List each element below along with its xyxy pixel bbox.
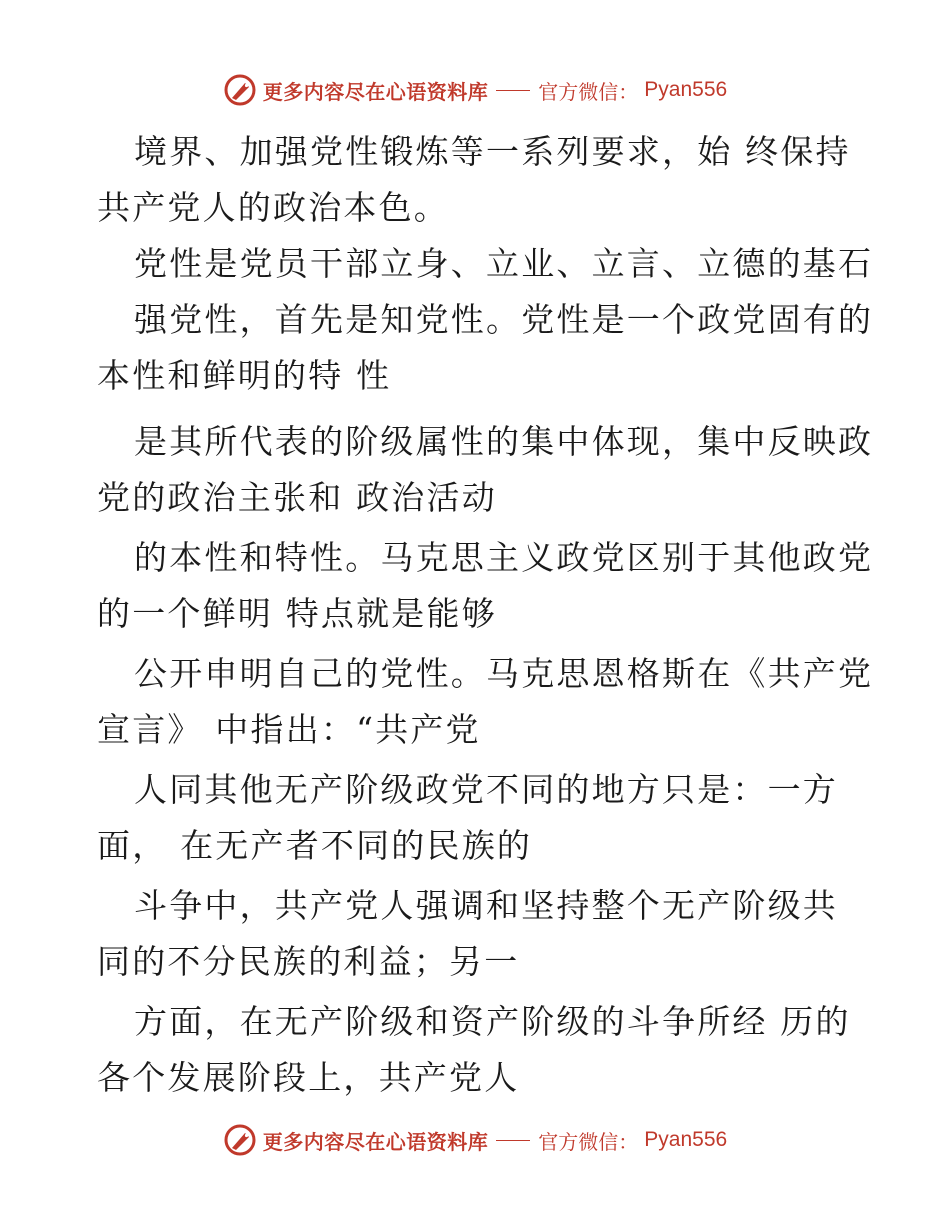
footer-watermark-banner	[0, 1120, 950, 1160]
body-line: 方面，在无产阶级和资产阶级的斗争所经 历的	[134, 1002, 851, 1041]
body-line: 境界、加强党性锻炼等一系列要求，始 终保持	[134, 132, 851, 171]
body-line: 斗争中，共产党人强调和坚持整个无产阶级共	[134, 886, 838, 925]
body-line: 的一个鲜明 特点就是能够	[97, 594, 497, 633]
body-line: 本性和鲜明的特 性	[97, 356, 392, 395]
watermark-account-handle: Pyan556	[644, 1128, 728, 1151]
body-line: 同的不分民族的利益；另一	[97, 942, 520, 981]
body-line: 各个发展阶段上，共产党人	[97, 1058, 520, 1097]
body-line: 党性是党员干部立身、立业、立言、立德的基石	[134, 244, 874, 283]
watermark-account-label: 官方微信：	[538, 79, 639, 104]
watermark-promo-text: 更多内容尽在心语资料库	[262, 1129, 489, 1154]
watermark-dash	[496, 1140, 530, 1141]
watermark-account-label: 官方微信：	[538, 1129, 639, 1154]
watermark-dash	[496, 90, 530, 91]
header-watermark-banner	[0, 70, 950, 110]
body-line: 公开申明自己的党性。马克思恩格斯在《共产党	[134, 654, 874, 693]
body-line: 面， 在无产者不同的民族的	[97, 826, 533, 865]
body-line: 宣言》 中指出：“共产党	[97, 710, 481, 749]
watermark-promo-text: 更多内容尽在心语资料库	[262, 79, 489, 104]
body-line: 是其所代表的阶级属性的集中体现，集中反映政	[134, 422, 874, 461]
body-line: 党的政治主张和 政治活动	[97, 478, 497, 517]
pen-nib-logo-icon	[223, 73, 257, 107]
body-line: 共产党人的政治本色。	[97, 188, 449, 227]
pen-nib-logo-icon	[223, 1123, 257, 1157]
body-line: 人同其他无产阶级政党不同的地方只是：一方	[134, 770, 838, 809]
body-line: 的本性和特性。马克思主义政党区别于其他政党	[134, 538, 874, 577]
watermark-account-handle: Pyan556	[644, 78, 728, 101]
body-line: 强党性，首先是知党性。党性是一个政党固有的	[134, 300, 874, 339]
